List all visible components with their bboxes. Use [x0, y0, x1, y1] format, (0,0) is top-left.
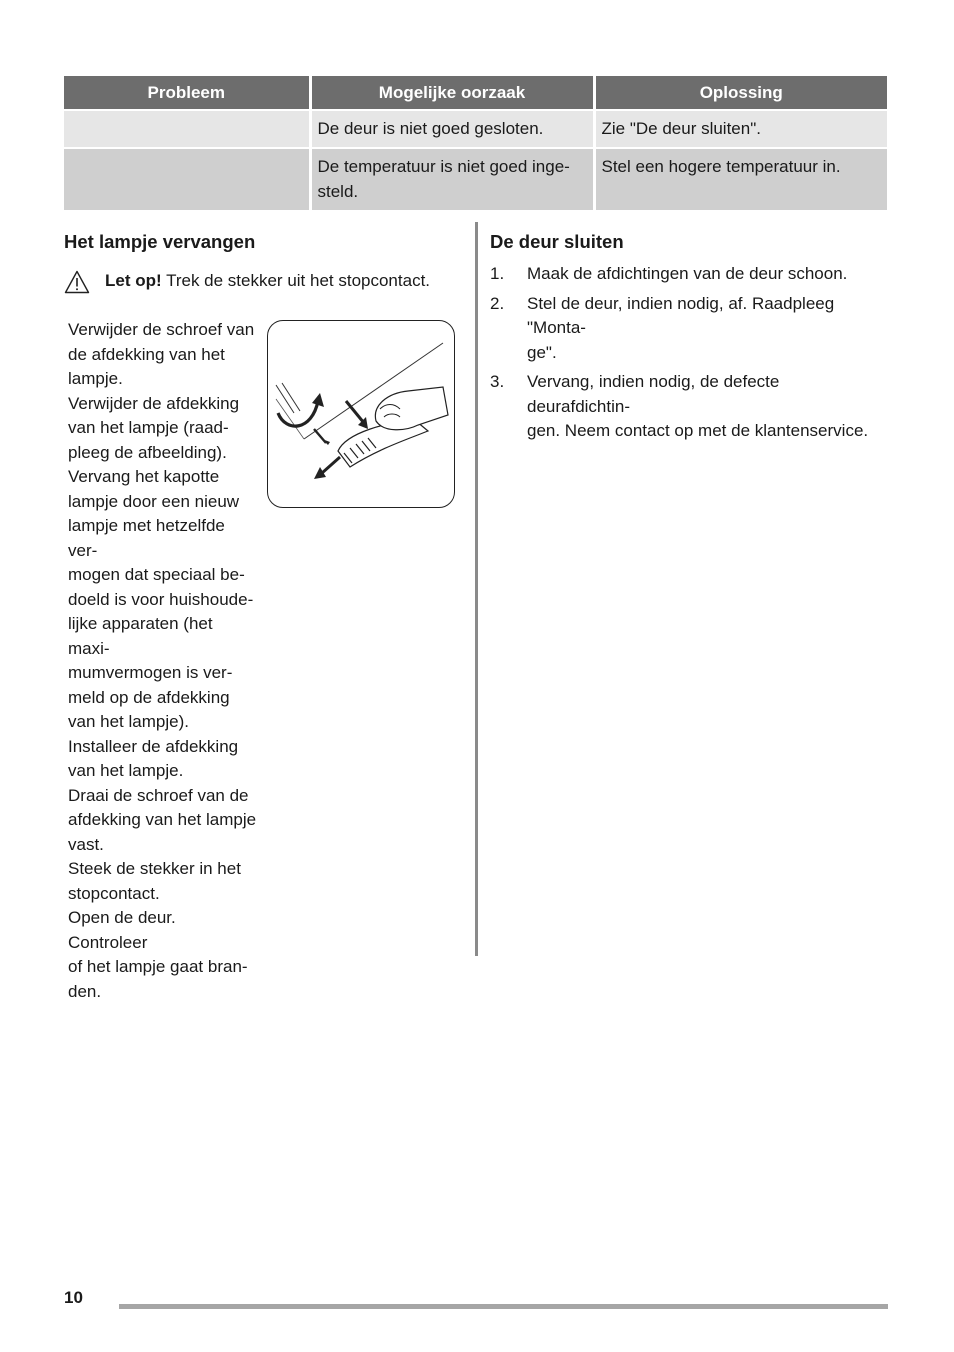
- table-cell: De temperatuur is niet goed inge- steld.: [310, 148, 594, 210]
- instruction-line: lampje.: [68, 369, 123, 388]
- section-heading-door: De deur sluiten: [490, 231, 624, 252]
- table-cell: [64, 110, 310, 148]
- table-header-row: [64, 76, 887, 110]
- instruction-line: van het lampje).: [68, 712, 189, 731]
- instruction-line: afdekking van het lampje: [68, 810, 257, 829]
- instruction-line: den.: [68, 981, 102, 1001]
- instruction-line: Verwijder de schroef van: [68, 320, 255, 339]
- instruction-line: Vervang het kapotte: [68, 467, 220, 486]
- table-cell: De deur is niet goed gesloten.: [310, 110, 594, 148]
- door-steps-list: [490, 262, 885, 449]
- list-item: 1. Maak de afdichtingen van de deur schoon.: [490, 264, 848, 283]
- list-item: 3. Vervang, indien nodig, de defecte deurafdichtin- gen. Neem contact op met de klantenservice.: [490, 372, 869, 440]
- table-row: [64, 148, 887, 210]
- instruction-line: van het lampje (raad-: [68, 418, 229, 437]
- instruction-line: lampje met hetzelfde ver-: [68, 516, 225, 560]
- warning-triangle-icon: [64, 270, 90, 294]
- header-probleem: Probleem: [64, 76, 310, 110]
- header-oplossing: Oplossing: [594, 76, 887, 110]
- lamp-replacement-drawing: [268, 321, 455, 508]
- header-mogelijke-oorzaak: Mogelijke oorzaak: [310, 76, 594, 110]
- instruction-line: lijke apparaten (het maxi-: [68, 614, 213, 658]
- instruction-line: doeld is voor huishoude-: [68, 589, 254, 609]
- instruction-line: mumvermogen is ver-: [68, 663, 233, 682]
- instruction-line: mogen dat speciaal be-: [68, 565, 245, 584]
- troubleshooting-table: [64, 76, 887, 210]
- instruction-line: de afdekking van het: [68, 344, 225, 364]
- instruction-line: van het lampje.: [68, 761, 184, 780]
- table-cell: [64, 148, 310, 210]
- table-row: [64, 110, 887, 148]
- lamp-instructions: [68, 318, 258, 1004]
- warning-label: Let op!: [105, 271, 162, 290]
- section-heading-lamp: Het lampje vervangen: [64, 231, 256, 252]
- instruction-line: Installeer de afdekking: [68, 736, 239, 756]
- instruction-line: Steek de stekker in het: [68, 859, 241, 878]
- instruction-line: lampje door een nieuw: [68, 491, 240, 511]
- instruction-line: meld op de afdekking: [68, 687, 230, 707]
- footer-rule: [119, 1304, 888, 1309]
- instruction-line: Open de deur. Controleer: [68, 908, 176, 952]
- lamp-replacement-illustration: [267, 320, 455, 508]
- column-divider: [475, 222, 478, 956]
- instruction-line: pleeg de afbeelding).: [68, 442, 227, 462]
- table-cell: Zie "De deur sluiten".: [594, 110, 887, 148]
- instruction-line: Draai de schroef van de: [68, 785, 249, 805]
- table-cell: Stel een hogere temperatuur in.: [594, 148, 887, 210]
- instruction-line: stopcontact.: [68, 883, 160, 903]
- instruction-line: vast.: [68, 834, 104, 854]
- list-item: 2. Stel de deur, indien nodig, af. Raadpleeg "Monta- ge".: [490, 293, 835, 362]
- instruction-line: Verwijder de afdekking: [68, 393, 240, 413]
- warning-text: Trek de stekker uit het stopcontact.: [161, 271, 431, 290]
- page-number: 10: [64, 1288, 83, 1307]
- instruction-line: of het lampje gaat bran-: [68, 957, 248, 976]
